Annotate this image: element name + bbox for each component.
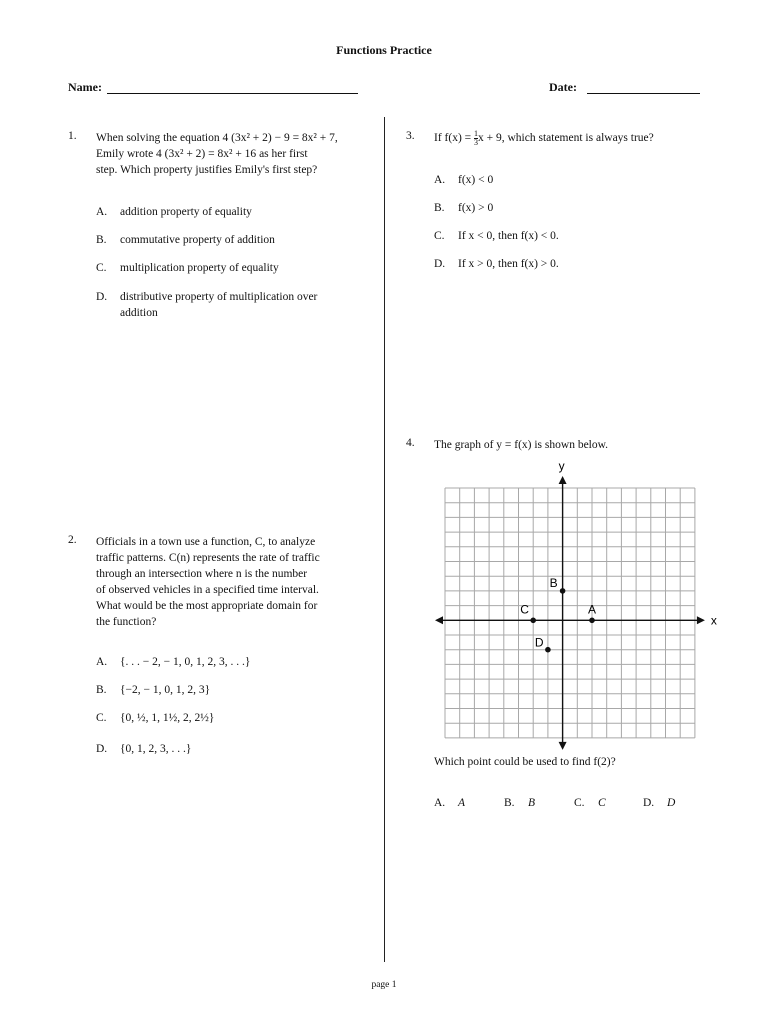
point-label-b: B <box>549 575 558 590</box>
q4-option-b[interactable]: B. B <box>504 797 536 809</box>
q4-option-d[interactable]: D. D <box>643 797 676 809</box>
q3-option-c[interactable]: C. If x < 0, then f(x) < 0. <box>434 230 559 242</box>
q2-option-d[interactable]: D. {0, 1, 2, 3, . . .} <box>96 743 192 755</box>
q1-option-b[interactable]: B. commutative property of addition <box>96 234 275 246</box>
y-axis-label: y <box>558 459 565 473</box>
q2-option-b[interactable]: B. {−2, − 1, 0, 1, 2, 3} <box>96 684 211 696</box>
q1-option-c[interactable]: C. multiplication property of equality <box>96 262 279 274</box>
graph-grid <box>445 488 695 738</box>
name-label: Name: <box>68 80 102 94</box>
q2-number: 2. <box>68 534 77 546</box>
point-b <box>560 588 566 594</box>
q1-option-d[interactable]: D. distributive property of multiplication over addition <box>96 291 318 319</box>
q1-number: 1. <box>68 130 77 142</box>
y-axis-arrow-down <box>559 742 567 750</box>
point-label-d: D <box>534 635 544 650</box>
page-number: page 1 <box>371 980 397 990</box>
point-d <box>545 647 551 653</box>
name-line <box>107 83 358 94</box>
y-axis-arrow-up <box>559 476 567 484</box>
q1-text <box>96 130 366 178</box>
q3-option-a[interactable]: A. f(x) < 0 <box>434 174 494 186</box>
column-divider <box>384 117 385 962</box>
q4-text: The graph of y = f(x) is shown below. <box>434 439 609 451</box>
q4-option-c[interactable]: C. C <box>574 797 606 809</box>
point-label-a: A <box>588 602 597 617</box>
x-axis-arrow-right <box>697 616 705 624</box>
coordinate-graph <box>430 458 717 758</box>
q2-option-c[interactable]: C. {0, ½, 1, 1½, 2, 2½} <box>96 712 215 724</box>
q3-number: 3. <box>406 130 415 142</box>
q2-text: Officials in a town use a function, C, to analyze traffic patterns. C(n) represents the rate of traffic through an intersection where n is the number of observed vehicles in a specified time interval. What would be the most appropriate domain for the function? <box>96 536 320 628</box>
q4-number: 4. <box>406 437 415 449</box>
point-label-c: C <box>520 602 529 617</box>
q1-line2: Emily wrote 4 (3x² + 2) = 8x² + 16 as her first <box>96 148 308 160</box>
q1-line1: When solving the equation 4 (3x² + 2) − 9 = 8x² + 7, <box>96 132 338 144</box>
x-axis-label: x <box>710 613 717 628</box>
q4-question: Which point could be used to find f(2)? <box>434 756 616 768</box>
date-label: Date: <box>549 80 577 94</box>
x-axis-arrow-left <box>435 616 443 624</box>
graph-points <box>520 576 596 653</box>
q1-option-a[interactable]: A. addition property of equality <box>96 206 252 218</box>
q3-fraction: $\frac{1}{3}$ <box>474 129 479 147</box>
q3-option-d[interactable]: D. If x > 0, then f(x) > 0. <box>434 258 559 270</box>
point-c <box>530 618 536 624</box>
page-title: Functions Practice <box>336 43 432 57</box>
q3-text: If f(x) = $\frac{1}{3}$ x + 9, which statement is always true? <box>434 129 654 147</box>
q4-option-a[interactable]: A. A <box>434 797 466 809</box>
q2-option-a[interactable]: A. {. . . − 2, − 1, 0, 1, 2, 3, . . .} <box>96 656 251 668</box>
date-line <box>587 83 700 94</box>
point-a <box>589 618 595 624</box>
q3-option-b[interactable]: B. f(x) > 0 <box>434 202 494 214</box>
q1-line3: step. Which property justifies Emily's first step? <box>96 164 318 176</box>
